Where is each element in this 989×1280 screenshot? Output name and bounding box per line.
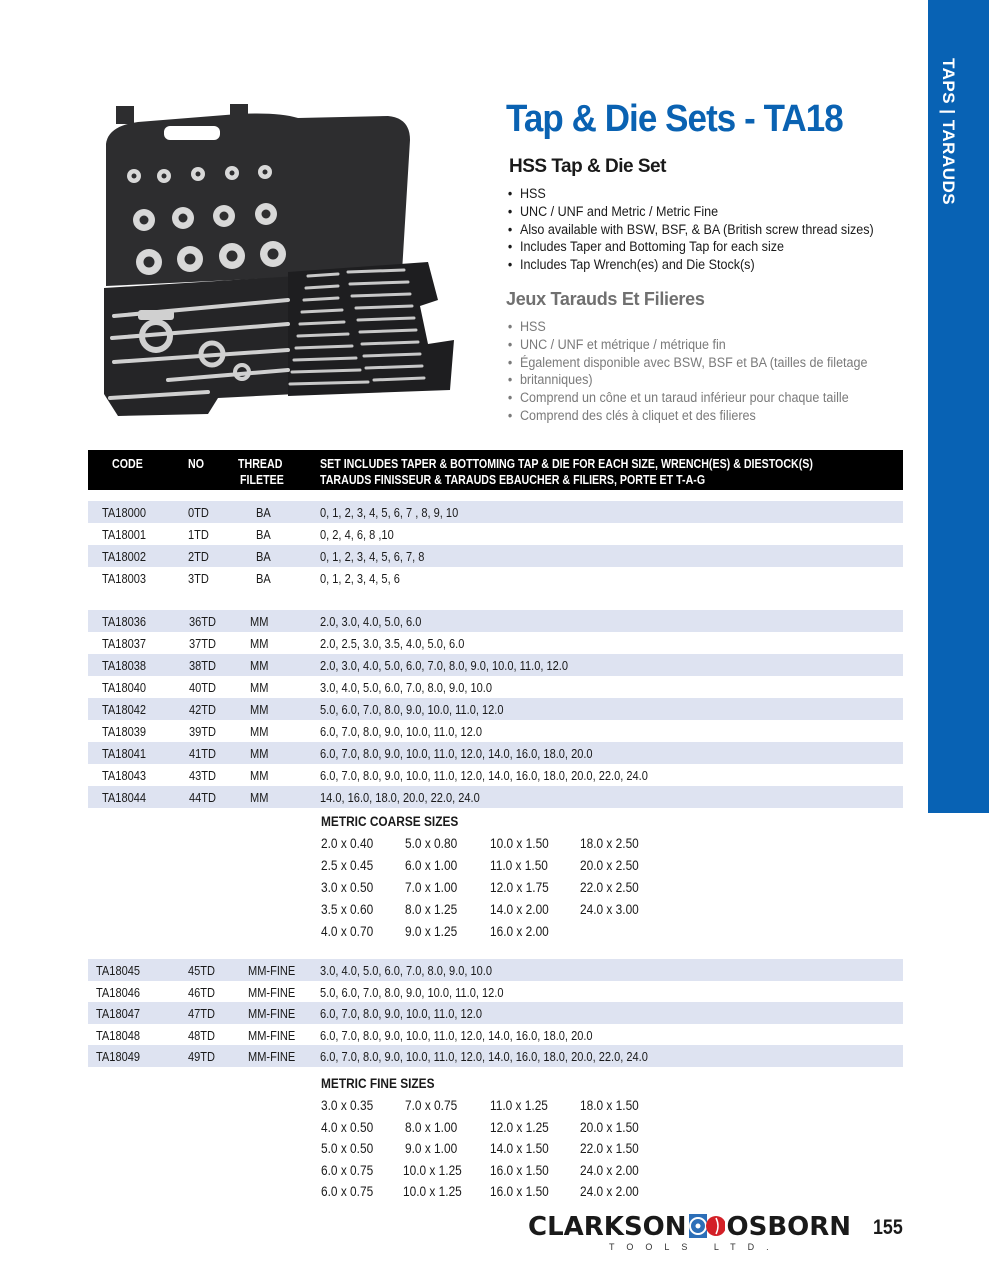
cell-sizes: 0, 1, 2, 3, 4, 5, 6 xyxy=(320,571,400,586)
column-header-thread-fr: FILETEE xyxy=(240,472,284,487)
cell-code: TA18048 xyxy=(96,1027,141,1043)
cell-code: TA18044 xyxy=(102,790,147,805)
table-row xyxy=(88,676,903,698)
table-row xyxy=(88,567,903,589)
cell-thread: MM xyxy=(250,790,269,805)
cell-no: 1TD xyxy=(188,527,209,542)
feature-item: • Includes Tap Wrench(es) and Die Stock(s) xyxy=(506,256,878,274)
cell-no: 38TD xyxy=(189,658,217,673)
cell-thread: MM-FINE xyxy=(248,1006,296,1021)
section-side-tab-label: TAPS | TARAUDS xyxy=(939,58,958,206)
table-row xyxy=(88,523,903,545)
table-row xyxy=(88,1024,903,1046)
size-cell: 2.5 x 0.45 xyxy=(321,858,374,873)
feature-item: • UNC / UNF et métrique / métrique fin xyxy=(506,336,878,354)
size-cell: 9.0 x 1.00 xyxy=(405,1141,458,1157)
cell-thread: MM-FINE xyxy=(248,984,296,1000)
size-cell: 3.0 x 0.50 xyxy=(321,880,374,895)
cell-sizes: 6.0, 7.0, 8.0, 9.0, 10.0, 11.0, 12.0, 14.0, 16.0, 18.0, 20.0 xyxy=(320,746,593,761)
product-photo xyxy=(98,104,458,424)
cell-thread: MM xyxy=(250,614,269,629)
column-header-description: SET INCLUDES TAPER & BOTTOMING TAP & DIE FOR EACH SIZE, WRENCH(ES) & DIESTOCK(S) xyxy=(320,456,813,471)
cell-sizes: 14.0, 16.0, 18.0, 20.0, 22.0, 24.0 xyxy=(320,790,480,805)
table-row xyxy=(88,786,903,808)
column-header-no: NO xyxy=(188,456,204,471)
cell-code: TA18043 xyxy=(102,768,147,783)
cell-code: TA18001 xyxy=(102,527,147,542)
table-row xyxy=(88,720,903,742)
cell-code: TA18002 xyxy=(102,549,147,564)
size-cell: 7.0 x 1.00 xyxy=(405,880,458,895)
cell-code: TA18000 xyxy=(102,505,147,520)
size-cell: 14.0 x 2.00 xyxy=(490,902,549,917)
english-heading: HSS Tap & Die Set xyxy=(509,156,666,177)
cell-sizes: 2.0, 2.5, 3.0, 3.5, 4.0, 5.0, 6.0 xyxy=(320,636,465,651)
cell-thread: MM xyxy=(250,768,269,783)
cell-thread: MM-FINE xyxy=(248,1049,296,1064)
cell-thread: BA xyxy=(256,571,271,586)
feature-item: • Comprend des clés à cliquet et des filieres xyxy=(506,407,878,425)
table-header xyxy=(88,450,903,490)
french-feature-list xyxy=(506,318,906,425)
column-header-code: CODE xyxy=(112,456,143,471)
table-row xyxy=(88,501,903,523)
cell-sizes: 5.0, 6.0, 7.0, 8.0, 9.0, 10.0, 11.0, 12.0 xyxy=(320,984,504,1000)
column-header-thread: THREAD xyxy=(238,456,283,471)
cell-code: TA18037 xyxy=(102,636,147,651)
cell-code: TA18046 xyxy=(96,984,141,1000)
brand-logo xyxy=(528,1212,851,1242)
table-row xyxy=(88,981,903,1003)
size-cell: 18.0 x 2.50 xyxy=(580,836,639,851)
size-cell: 18.0 x 1.50 xyxy=(580,1098,639,1113)
table-row xyxy=(88,1002,903,1024)
cell-no: 45TD xyxy=(188,963,216,978)
cell-no: 40TD xyxy=(189,680,217,695)
cell-sizes: 6.0, 7.0, 8.0, 9.0, 10.0, 11.0, 12.0 xyxy=(320,1006,482,1021)
cell-thread: BA xyxy=(256,505,271,520)
cell-code: TA18045 xyxy=(96,963,141,978)
cell-thread: MM xyxy=(250,680,269,695)
size-cell: 22.0 x 1.50 xyxy=(580,1141,639,1157)
cell-sizes: 3.0, 4.0, 5.0, 6.0, 7.0, 8.0, 9.0, 10.0 xyxy=(320,963,493,978)
size-cell: 2.0 x 0.40 xyxy=(321,836,374,851)
size-cell: 6.0 x 1.00 xyxy=(405,858,458,873)
table-row xyxy=(88,545,903,567)
brand-tagline: TOOLS LTD. xyxy=(609,1242,781,1252)
cell-thread: MM xyxy=(250,636,269,651)
cell-no: 2TD xyxy=(188,549,209,564)
size-cell: 20.0 x 2.50 xyxy=(580,858,639,873)
feature-item: • HSS xyxy=(506,318,878,336)
table-row xyxy=(88,632,903,654)
size-cell: 16.0 x 1.50 xyxy=(490,1184,549,1200)
fine-sizes-title: METRIC FINE SIZES xyxy=(321,1076,435,1091)
cell-no: 36TD xyxy=(189,614,217,629)
feature-item: • Also available with BSW, BSF, & BA (British screw thread sizes) xyxy=(506,221,878,239)
size-cell: 9.0 x 1.25 xyxy=(405,924,458,939)
cell-code: TA18042 xyxy=(102,702,147,717)
table-row xyxy=(88,1045,903,1067)
cell-sizes: 2.0, 3.0, 4.0, 5.0, 6.0, 7.0, 8.0, 9.0, 10.0, 11.0, 12.0 xyxy=(320,658,569,673)
cell-thread: BA xyxy=(256,549,271,564)
cell-sizes: 0, 2, 4, 6, 8 ,10 xyxy=(320,527,394,542)
cell-sizes: 3.0, 4.0, 5.0, 6.0, 7.0, 8.0, 9.0, 10.0 xyxy=(320,680,493,695)
size-cell: 3.5 x 0.60 xyxy=(321,902,374,917)
size-cell: 12.0 x 1.75 xyxy=(490,880,549,895)
cell-sizes: 0, 1, 2, 3, 4, 5, 6, 7, 8 xyxy=(320,549,425,564)
english-feature-list xyxy=(506,185,906,274)
size-cell: 24.0 x 3.00 xyxy=(580,902,639,917)
cell-code: TA18038 xyxy=(102,658,147,673)
table-row xyxy=(88,742,903,764)
cell-code: TA18039 xyxy=(102,724,147,739)
cell-no: 39TD xyxy=(189,724,217,739)
size-cell: 5.0 x 0.50 xyxy=(321,1141,374,1157)
coarse-sizes-title: METRIC COARSE SIZES xyxy=(321,814,459,829)
page-number: 155 xyxy=(873,1216,903,1239)
feature-item: • UNC / UNF and Metric / Metric Fine xyxy=(506,203,878,221)
cell-no: 47TD xyxy=(188,1006,216,1021)
cell-sizes: 6.0, 7.0, 8.0, 9.0, 10.0, 11.0, 12.0, 14.0, 16.0, 18.0, 20.0, 22.0, 24.0 xyxy=(320,768,648,783)
cell-code: TA18047 xyxy=(96,1006,141,1021)
column-header-description-fr: TARAUDS FINISSEUR & TARAUDS EBAUCHER & FILIERS, PORTE ET T-A-G xyxy=(320,472,706,487)
size-cell: 20.0 x 1.50 xyxy=(580,1119,639,1135)
cell-sizes: 5.0, 6.0, 7.0, 8.0, 9.0, 10.0, 11.0, 12.0 xyxy=(320,702,504,717)
cell-thread: BA xyxy=(256,527,271,542)
cell-no: 41TD xyxy=(189,746,217,761)
cell-sizes: 2.0, 3.0, 4.0, 5.0, 6.0 xyxy=(320,614,422,629)
size-cell: 16.0 x 2.00 xyxy=(490,924,549,939)
cell-code: TA18040 xyxy=(102,680,147,695)
cell-code: TA18003 xyxy=(102,571,147,586)
feature-item: • HSS xyxy=(506,185,878,203)
size-cell: 5.0 x 0.80 xyxy=(405,836,458,851)
size-cell: 10.0 x 1.50 xyxy=(490,836,549,851)
table-row xyxy=(88,764,903,786)
table-row xyxy=(88,654,903,676)
size-cell: 8.0 x 1.25 xyxy=(405,902,458,917)
cell-sizes: 6.0, 7.0, 8.0, 9.0, 10.0, 11.0, 12.0, 14.0, 16.0, 18.0, 20.0, 22.0, 24.0 xyxy=(320,1049,648,1064)
size-cell: 24.0 x 2.00 xyxy=(580,1184,639,1200)
size-cell: 11.0 x 1.25 xyxy=(490,1098,548,1113)
cell-sizes: 0, 1, 2, 3, 4, 5, 6, 7 , 8, 9, 10 xyxy=(320,505,459,520)
table-row xyxy=(88,610,903,632)
cell-thread: MM-FINE xyxy=(248,1027,296,1043)
cell-no: 48TD xyxy=(188,1027,216,1043)
size-cell: 16.0 x 1.50 xyxy=(490,1162,549,1178)
size-cell: 14.0 x 1.50 xyxy=(490,1141,549,1157)
size-cell: 11.0 x 1.50 xyxy=(490,858,548,873)
page-title: Tap & Die Sets - TA18 xyxy=(506,98,843,140)
size-cell: 6.0 x 0.75 xyxy=(321,1162,374,1178)
size-cell: 4.0 x 0.50 xyxy=(321,1119,374,1135)
table-row xyxy=(88,959,903,981)
size-cell: 8.0 x 1.00 xyxy=(405,1119,458,1135)
cell-sizes: 6.0, 7.0, 8.0, 9.0, 10.0, 11.0, 12.0, 14.0, 16.0, 18.0, 20.0 xyxy=(320,1027,593,1043)
cell-no: 42TD xyxy=(189,702,217,717)
brand-emblem-icon xyxy=(689,1214,725,1238)
cell-code: TA18036 xyxy=(102,614,147,629)
cell-no: 0TD xyxy=(188,505,209,520)
cell-code: TA18041 xyxy=(102,746,147,761)
cell-no: 46TD xyxy=(188,984,216,1000)
cell-no: 37TD xyxy=(189,636,217,651)
cell-no: 43TD xyxy=(189,768,217,783)
size-cell: 6.0 x 0.75 xyxy=(321,1184,374,1200)
feature-item-continued: • britanniques) xyxy=(506,371,878,389)
size-cell: 24.0 x 2.00 xyxy=(580,1162,639,1178)
size-cell: 12.0 x 1.25 xyxy=(490,1119,549,1135)
cell-no: 49TD xyxy=(188,1049,216,1064)
cell-thread: MM xyxy=(250,702,269,717)
cell-thread: MM-FINE xyxy=(248,963,296,978)
size-cell: 10.0 x 1.25 xyxy=(403,1162,462,1178)
cell-thread: MM xyxy=(250,724,269,739)
cell-thread: MM xyxy=(250,746,269,761)
feature-item: • Includes Taper and Bottoming Tap for each size xyxy=(506,238,878,256)
size-cell: 7.0 x 0.75 xyxy=(405,1098,458,1113)
french-heading: Jeux Tarauds Et Filieres xyxy=(506,289,705,309)
brand-name-right: OSBORN xyxy=(726,1212,852,1242)
cell-no: 44TD xyxy=(189,790,217,805)
table-row xyxy=(88,698,903,720)
size-cell: 10.0 x 1.25 xyxy=(403,1184,462,1200)
cell-thread: MM xyxy=(250,658,269,673)
size-cell: 4.0 x 0.70 xyxy=(321,924,374,939)
size-cell: 3.0 x 0.35 xyxy=(321,1098,374,1113)
brand-name-left: CLARKSON xyxy=(528,1212,687,1242)
cell-no: 3TD xyxy=(188,571,209,586)
cell-code: TA18049 xyxy=(96,1049,141,1064)
feature-item: • Également disponible avec BSW, BSF et BA (tailles de filetage xyxy=(506,354,878,372)
feature-item: • Comprend un cône et un taraud inférieur pour chaque taille xyxy=(506,389,878,407)
size-cell: 22.0 x 2.50 xyxy=(580,880,639,895)
cell-sizes: 6.0, 7.0, 8.0, 9.0, 10.0, 11.0, 12.0 xyxy=(320,724,482,739)
